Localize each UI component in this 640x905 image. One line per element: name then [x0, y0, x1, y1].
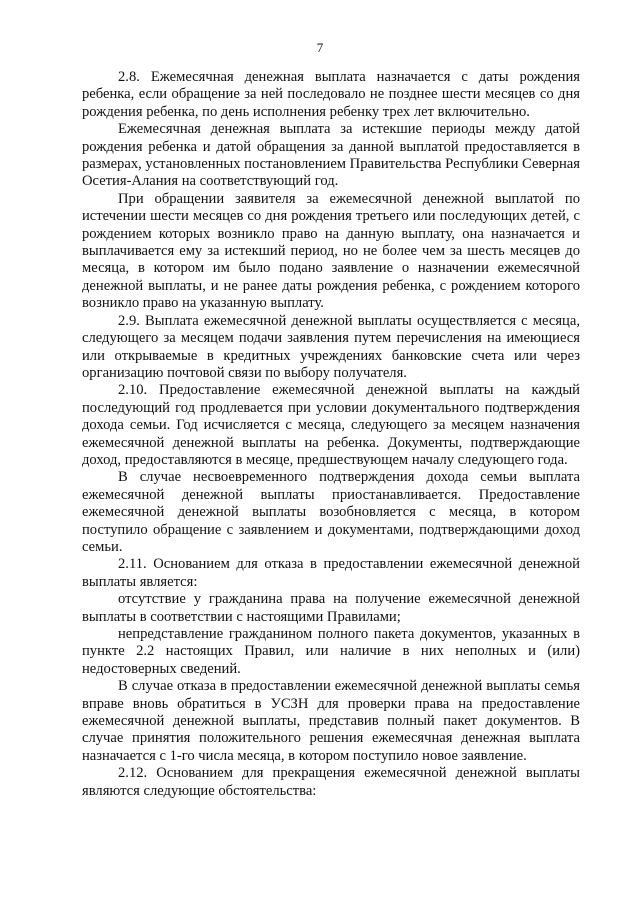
page-number: 7 [316, 40, 324, 55]
paragraph-2-9: 2.9. Выплата ежемесячной денежной выплаты осуществляется с месяца, следующего за месяцем подачи заявления путем перечисления на имеющиеся или открываемые в кредитных учреждениях банковские счета или через организацию почтовой связи по выбору получателя. [82, 312, 580, 381]
paragraph-2-11: 2.11. Основанием для отказа в предоставлении ежемесячной денежной выплаты является: [82, 556, 580, 590]
paragraph-2-12: 2.12. Основанием для прекращения ежемесячной денежной выплаты являются следующие обстоятельства: [82, 765, 580, 799]
paragraph-past-periods: Ежемесячная денежная выплата за истекшие периоды между датой рождения ребенка и датой обращения за данной выплатой предоставляется в размерах, установленных постановлением Правительства Республики Северная Осетия-Алания на соответствующий год. [82, 121, 580, 190]
paragraph-2-8: 2.8. Ежемесячная денежная выплата назначается с даты рождения ребенка, если обращение за ней последовало не позднее шести месяцев со дня рождения ребенка, по день исполнения ребенку трех лет включительно. [82, 69, 580, 120]
document-body [82, 69, 580, 800]
paragraph-2-10: 2.10. Предоставление ежемесячной денежной выплаты на каждый последующий год продлевается при условии документального подтверждения дохода семьи. Год исчисляется с месяца, следующего за месяцем назначения ежемесячной денежной выплаты на ребенка. Документы, подтверждающие доход, предоставляются в месяце, предшествующем началу следующего года. [82, 382, 580, 468]
paragraph-reapplication: В случае отказа в предоставлении ежемесячной денежной выплаты семья вправе вновь обратиться в УСЗН для проверки права на предоставление ежемесячной денежной выплаты, представив полный пакет документов. В случае принятия положительного решения ежемесячная денежная выплата назначается с 1-го числа месяца, в котором поступило новое заявление. [82, 678, 580, 764]
paragraph-late-application: При обращении заявителя за ежемесячной денежной выплатой по истечении шести месяцев со дня рождения третьего или последующих детей, с рождением которых возникло право на данную выплату, она назначается и выплачивается ему за истекший период, но не более чем за шесть месяцев до месяца, в котором им было подано заявление о назначении ежемесячной денежной выплаты, и не ранее даты рождения ребенка, с рождением которого возникло право на указанную выплату. [82, 190, 580, 312]
paragraph-suspension: В случае несвоевременного подтверждения дохода семьи выплата ежемесячной денежной выплаты приостанавливается. Предоставление ежемесячной денежной выплаты возобновляется с месяца, в котором поступило обращение с заявлением и документами, подтверждающими доход семьи. [82, 469, 580, 555]
paragraph-refusal-reason-2: непредставление гражданином полного пакета документов, указанных в пункте 2.2 настоящих Правил, или наличие в них неполных и (или) недостоверных сведений. [82, 626, 580, 677]
paragraph-refusal-reason-1: отсутствие у гражданина права на получение ежемесячной денежной выплаты в соответствии с настоящими Правилами; [82, 591, 580, 625]
